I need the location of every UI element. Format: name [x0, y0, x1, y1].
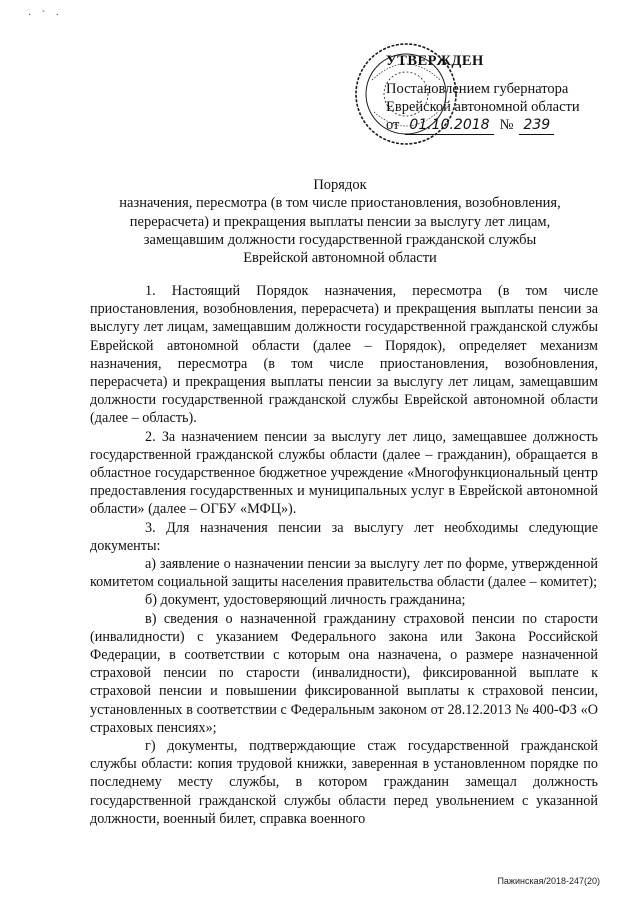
approval-title: УТВЕРЖДЕН: [386, 53, 484, 69]
scan-marks: · ` ·: [28, 10, 63, 21]
heading-line-2: перерасчета) и прекращения выплаты пенсии за выслугу лет лицам,: [129, 213, 551, 230]
date-prefix: от: [386, 117, 400, 133]
footer-reference: Пажинская/2018-247(20): [497, 876, 600, 886]
paragraph-2: 2. За назначением пенсии за выслугу лет лицо, замещавшее должность государственной гражданской службы области (далее – гражданин), обращается в областное государственное бюджетное учреждение «Многофункциональный центр предоставления государственных и муниципальных услуг в Еврейской автономной области» (далее – ОГБУ «МФЦ»).: [90, 428, 598, 518]
approval-line-1: Постановлением губернатора: [386, 81, 569, 97]
approval-block: [386, 52, 580, 135]
item-a: а) заявление о назначении пенсии за выслугу лет по форме, утвержденной комитетом социальной защиты населения правительства области (далее – комитет);: [90, 556, 598, 591]
approval-line-2: Еврейской автономной области: [386, 99, 580, 115]
heading-line-4: Еврейской автономной области: [243, 250, 437, 267]
approval-date-line: [386, 116, 580, 135]
item-g: г) документы, подтверждающие стаж государственной гражданской службы области: копия трудовой книжки, заверенная в установленном порядке по последнему месту службы, в котором гражданин замещал должность государственной гражданской службы области перед увольнением с указанной должности, военный билет, справка военного: [90, 738, 598, 827]
heading-title: Порядок: [313, 177, 367, 193]
number-prefix: №: [499, 117, 514, 133]
item-v: в) сведения о назначенной гражданину страховой пенсии по старости (инвалидности) с указанием Федерального закона или Закона Российской Федерации, в соответствии с которым она назначена, о размере назначенной страховой пенсии по старости (инвалидности), фиксированной выплате к страховой пенсии и повышении фиксированной выплаты к страховой пенсии, установленных в соответствии с Федеральным законом от 28.12.2013 № 400-ФЗ «О страховых пенсиях»;: [90, 610, 598, 736]
paragraph-1: 1. Настоящий Порядок назначения, пересмотра (в том числе приостановления, возобновления, перерасчета) и прекращения выплаты пенсии за выслугу лет лицам, замещавшим должности государственной гражданской службы Еврейской автономной области (далее – Порядок), определяет механизм назначения, пересмотра (в том числе приостановления, возобновления, перерасчета) и прекращения выплаты пенсии за выслугу лет лицам, замещавшим должности государственной гражданской службы Еврейской автономной области (далее – область).: [90, 283, 598, 427]
heading-line-3: замещавшим должности государственной гражданской службы: [143, 231, 537, 248]
number-value: 239: [519, 116, 554, 135]
date-value: 01.10.2018: [405, 116, 493, 135]
item-b: б) документ, удостоверяющий личность гражданина;: [145, 592, 466, 609]
document-heading: [90, 176, 590, 267]
heading-line-1: назначения, пересмотра (в том числе приостановления, возобновления,: [119, 195, 561, 212]
document-body: [90, 282, 598, 828]
paragraph-3: 3. Для назначения пенсии за выслугу лет необходимы следующие документы:: [90, 519, 598, 554]
